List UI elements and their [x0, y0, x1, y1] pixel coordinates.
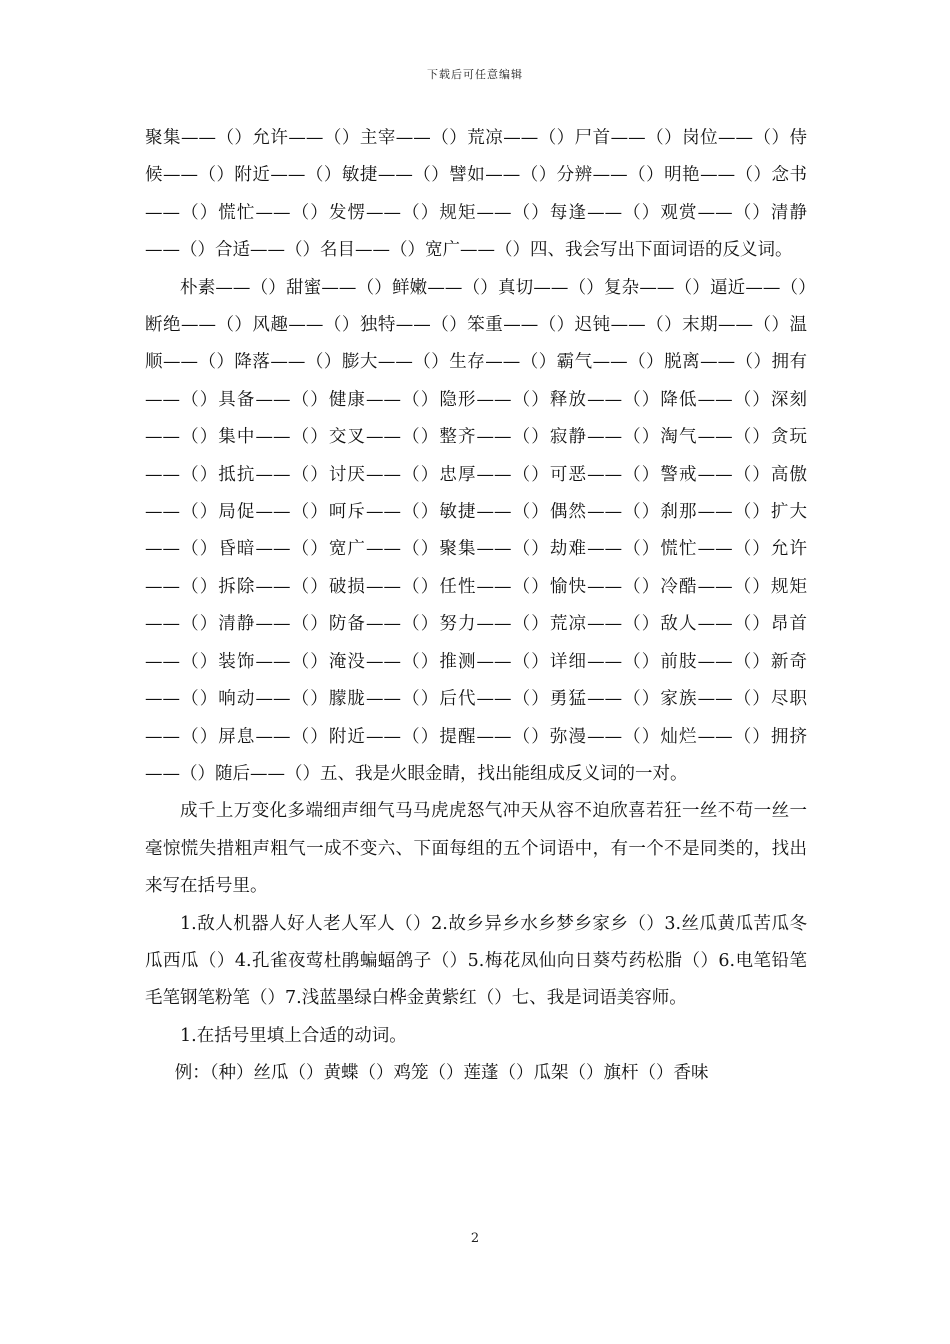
document-body — [145, 120, 807, 1093]
paragraph-idiom-list: 成千上万变化多端细声细气马马虎虎怒气冲天从容不迫欣喜若狂一丝不苟一丝一毫惊慌失措粗声粗气一成不变六、下面每组的五个词语中，有一个不是同类的，找出来写在括号里。 — [145, 801, 807, 897]
page-number: 2 — [470, 1231, 480, 1246]
paragraph-synonym-list-end: 聚集——（）允许——（）主宰——（）荒凉——（）尸首——（）岗位——（）侍候——（）附近——（）敏捷——（）譬如——（）分辨——（）明艳——（）念书——（）慌忙——（）发愣——（）规矩——（）每逢——（）观赏——（）清静——（）合适——（）名目——（）宽广——（）四、我会写出下面词语的反义词。 — [145, 128, 807, 261]
page-header: 下载后可任意编辑 — [427, 68, 523, 81]
paragraph-instruction: 1.在括号里填上合适的动词。 — [180, 1025, 407, 1046]
paragraph-antonym-list: 朴素——（）甜蜜——（）鲜嫩——（）真切——（）复杂——（）逼近——（）断绝——（）风趣——（）独特——（）笨重——（）迟钝——（）末期——（）温顺——（）降落——（）膨大——（）生存——（）霸气——（）脱离——（）拥有——（）具备——（）健康——（）隐形——（）释放——（）降低——（）深刻——（）集中——（）交叉——（）整齐——（）寂静——（）淘气——（）贪玩——（）抵抗——（）讨厌——（）忠厚——（）可恶——（）警戒——（）高傲——（）局促——（）呵斥——（）敏捷——（）偶然——（）刹那——（）扩大——（）昏暗——（）宽广——（）聚集——（）劫难——（）慌忙——（）允许——（）拆除——（）破损——（）任性——（）愉快——（）冷酷——（）规矩——（）清静——（）防备——（）努力——（）荒凉——（）敌人——（）昂首——（）装饰——（）淹没——（）推测——（）详细——（）前肢——（）新奇——（）响动——（）朦胧——（）后代——（）勇猛——（）家族——（）尽职——（）屏息——（）附近——（）提醒——（）弥漫——（）灿烂——（）拥挤——（）随后——（）五、我是火眼金睛，找出能组成反义词的一对。 — [145, 277, 807, 784]
paragraph-odd-one-out: 1.敌人机器人好人老人军人（）2.故乡异乡水乡梦乡家乡（）3.丝瓜黄瓜苦瓜冬瓜西瓜（）4.孔雀夜莺杜鹃蝙蝠鸽子（）5.梅花凤仙向日葵芍药松脂（）6.电笔铅笔毛笔钢笔粉笔（）7.浅蓝墨绿白桦金黄紫红（）七、我是词语美容师。 — [145, 913, 807, 1009]
paragraph-example: 例：（种）丝瓜（）黄蝶（）鸡笼（）莲蓬（）瓜架（）旗杆（）香味 — [174, 1063, 709, 1084]
